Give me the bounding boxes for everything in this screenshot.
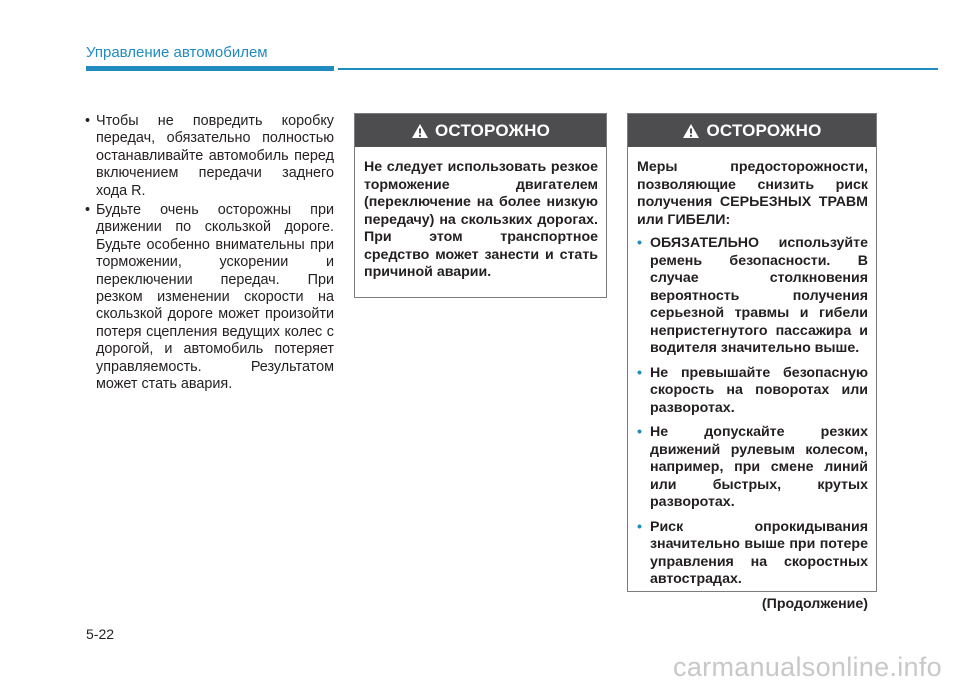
left-column: [78, 113, 334, 396]
warning-triangle-icon: [411, 123, 429, 139]
list-item-text: Риск опрокидывания значительно выше при потере управления на скоростных автострадах.: [650, 518, 868, 587]
list-item: [637, 519, 868, 589]
caution-body: [355, 147, 606, 282]
caution-text: Не следует использовать резкое торможение двигателем (переключение на более низкую передачу) на скользких дорогах. При этом транспортное средство может занести и стать причиной аварии.: [364, 159, 598, 280]
caution-heading: ОСТОРОЖНО: [706, 120, 822, 140]
bullet-dot: •: [637, 235, 642, 251]
caution-box-safety: [627, 113, 877, 612]
watermark: carmanualsonline.info: [673, 652, 942, 682]
list-item: [78, 113, 334, 200]
bullet-dot: •: [637, 518, 642, 535]
list-item-text: Не превышайте безопасную скорость на поворотах или разворотах.: [650, 364, 868, 416]
caution-body: [628, 147, 876, 613]
bullet-dot: •: [85, 113, 91, 129]
caution-box-engine-braking: [354, 113, 607, 298]
caution-heading: ОСТОРОЖНО: [434, 120, 551, 140]
list-item: [78, 202, 334, 393]
header-rule-thin: [338, 68, 938, 70]
caution-header: [355, 114, 606, 147]
page-number: 5-22: [86, 626, 115, 642]
list-item: [637, 424, 868, 512]
bullet-dot: •: [85, 202, 91, 219]
section-title: Управление автомобилем: [86, 44, 268, 61]
caution-intro: Меры предосторожности, позволяющие снизить риск получения СЕРЬЕЗНЫХ ТРАВМ или ГИБЕЛИ:: [637, 159, 868, 228]
bullet-dot: •: [637, 364, 642, 381]
list-item-text: Не допускайте резких движений рулевым колесом, например, при смене линий или быстрых, крутых разворотах.: [650, 424, 868, 510]
bullet-dot: •: [637, 424, 642, 440]
warning-triangle-icon: [682, 123, 700, 139]
list-item: [637, 365, 868, 418]
list-item-text: Будьте очень осторожны при движении по скользкой дороге. Будьте особенно внимательны при торможении, ускорении и переключении передач. При резком изменении скорости на скользкой дороге может произойти потеря сцепления ведущих колес с дорогой, и автомобиль потеряет управляемость. Результатом может стать авария.: [96, 202, 334, 393]
list-item-text: Чтобы не повредить коробку передач, обязательно полностью останавливайте автомобиль перед включением передачи заднего хода R.: [96, 113, 334, 199]
caution-header: [628, 114, 876, 147]
continued-label: (Продолжение): [761, 595, 868, 612]
list-item-text: ОБЯЗАТЕЛЬНО используйте ремень безопасности. В случае столкновения вероятность получения серьезной травмы и гибели непристегнутого пассажира и водителя значительно выше.: [650, 235, 868, 356]
list-item: [637, 235, 868, 358]
header-rule-thick: [86, 66, 334, 71]
